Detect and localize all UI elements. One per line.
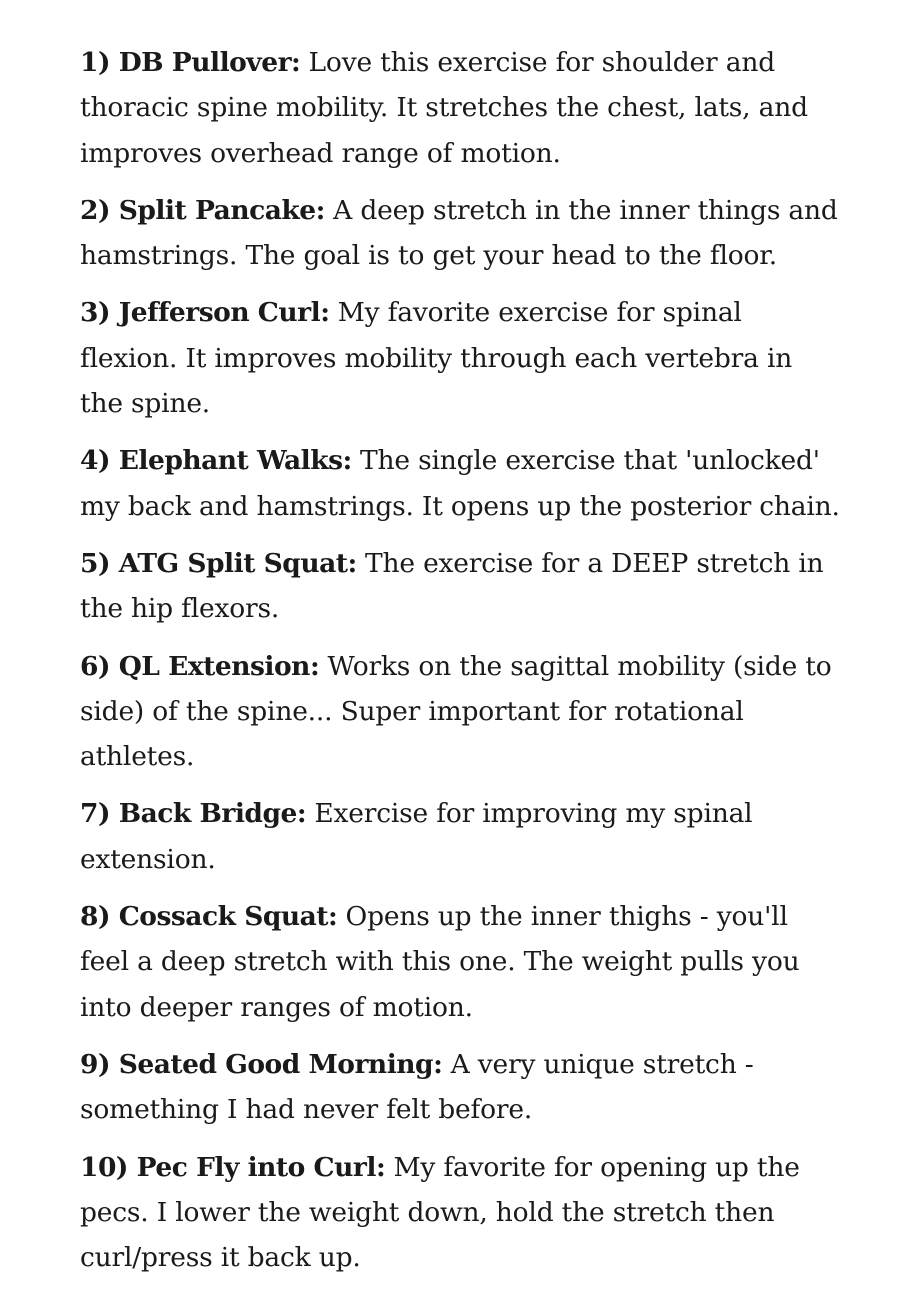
exercise-name: 10) Pec Fly into Curl: — [80, 1151, 386, 1183]
exercise-name: 1) DB Pullover: — [80, 47, 301, 78]
exercise-item-split-pancake — [80, 188, 840, 279]
exercise-description: My favorite for opening up the pecs. I lower the weight down, hold the stretch then curl/press it back up. — [80, 1151, 800, 1274]
exercise-description: A very unique stretch - something I had never felt before. — [80, 1048, 754, 1126]
exercise-name: 7) Back Bridge: — [80, 798, 307, 830]
exercise-description: Love this exercise for shoulder and thoracic spine mobility. It stretches the chest, lats, and improves overhead range of motion. — [80, 47, 808, 169]
exercise-name: 4) Elephant Walks: — [80, 445, 352, 477]
exercise-description: Opens up the inner thighs - you'll feel a deep stretch with this one. The weight pulls you into deeper ranges of motion. — [80, 901, 800, 1023]
exercise-description: Exercise for improving my spinal extension. — [80, 798, 753, 875]
exercise-name: 3) Jefferson Curl: — [80, 297, 330, 329]
exercise-name: 9) Seated Good Morning: — [80, 1048, 443, 1080]
exercise-item-elephant-walks — [80, 438, 840, 529]
exercise-description: My favorite exercise for spinal flexion. It improves mobility through each vertebra in the spine. — [80, 297, 793, 420]
exercise-name: 5) ATG Split Squat: — [80, 547, 357, 579]
exercise-item-seated-good-morning — [80, 1042, 840, 1133]
exercise-description: Works on the sagittal mobility (side to side) of the spine... Super important for rotational athletes. — [80, 650, 832, 773]
exercise-description: The single exercise that 'unlocked' my back and hamstrings. It opens up the posterior chain. — [80, 445, 840, 522]
exercise-name: 8) Cossack Squat: — [80, 901, 338, 933]
exercise-name: 2) Split Pancake: — [80, 194, 325, 226]
exercise-item-back-bridge — [80, 791, 840, 882]
exercise-item-db-pullover — [80, 40, 840, 176]
exercise-description: The exercise for a DEEP stretch in the hip flexors. — [80, 547, 824, 625]
exercise-name: 6) QL Extension: — [80, 650, 320, 682]
exercise-item-pec-fly-into-curl — [80, 1145, 840, 1281]
exercise-item-ql-extension — [80, 644, 840, 780]
exercise-item-jefferson-curl — [80, 290, 840, 426]
exercise-item-atg-split-squat — [80, 541, 840, 632]
exercise-list — [80, 40, 840, 1292]
exercise-description: A deep stretch in the inner things and hamstrings. The goal is to get your head to the floor. — [80, 194, 838, 272]
exercise-item-cossack-squat — [80, 894, 840, 1030]
